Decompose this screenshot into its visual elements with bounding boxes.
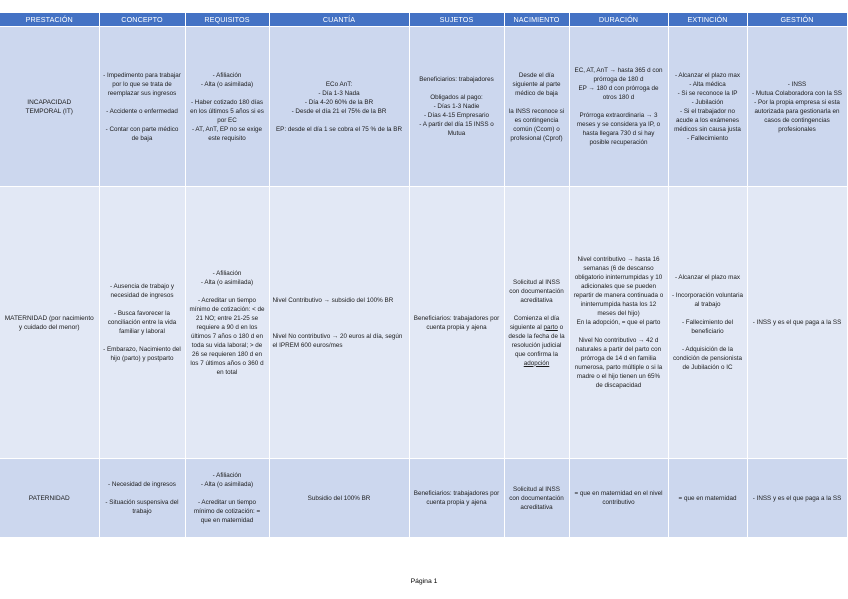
cell-requisitos: - Afiliación - Alta (o asimilada) - Haber cotizado 180 días en los últimos 5 años si es por EC - AT, AnT, EP no se exige este requisito (185, 27, 269, 187)
cell-gestion: - INSS y es el que paga a la SS (747, 459, 847, 538)
header-row (0, 13, 847, 27)
cell-nacimiento: Solicitud al INSS con documentación acreditativa (504, 459, 569, 538)
parto-link: parto (543, 323, 558, 331)
header-gestion: GESTIÓN (747, 13, 847, 27)
nacimiento-text-a: Solicitud al INSS con documentación acreditativa Comienza el día siguiente al (509, 278, 564, 331)
cell-cuantia: Subsidio del 100% BR (269, 459, 409, 538)
table-row (0, 459, 847, 538)
header-cuantia: CUANTÍA (269, 13, 409, 27)
table-row (0, 27, 847, 187)
cell-concepto: - Ausencia de trabajo y necesidad de ingresos - Busca favorecer la conciliación entre la vida familiar y laboral - Embarazo, Nacimiento del hijo (parto) y postparto (99, 187, 185, 459)
cell-concepto: - Impedimento para trabajar por lo que se trata de reemplazar sus ingresos - Accidente o enfermedad - Contar con parte médico de baja (99, 27, 185, 187)
header-nacimiento: NACIMIENTO (504, 13, 569, 27)
benefits-table (0, 13, 848, 537)
table-row (0, 187, 847, 459)
header-requisitos: REQUISITOS (185, 13, 269, 27)
header-sujetos: SUJETOS (409, 13, 504, 27)
cell-gestion: - INSS - Mutua Colaboradora con la SS - Por la propia empresa si esta autorizada para gestionarla en casos de contingencias profesionales (747, 27, 847, 187)
cell-sujetos: Beneficiarios: trabajadores por cuenta propia y ajena (409, 459, 504, 538)
cell-requisitos: - Afiliación - Alta (o asimilada) - Acreditar un tiempo mínimo de cotización: < de 21 NO; entre 21-25 se requiere a 90 d en los últimos 7 años o 180 d en toda su vida laboral; > de 26 se requieren 180 d en los 7 últimos años o 360 d en total (185, 187, 269, 459)
cell-cuantia: ECo AnT: - Día 1-3 Nada - Día 4-20 60% de la BR - Desde el día 21 el 75% de la BR EP: desde el día 1 se cobra el 75 % de la BR (269, 27, 409, 187)
cell-requisitos: - Afiliación - Alta (o asimilada) - Acreditar un tiempo mínimo de cotización: = que en maternidad (185, 459, 269, 538)
cell-gestion: - INSS y es el que paga a la SS (747, 187, 847, 459)
cell-nacimiento (504, 187, 569, 459)
header-prestacion: PRESTACIÓN (0, 13, 99, 27)
cell-cuantia: Nivel Contributivo → subsidio del 100% BR Nivel No contributivo → 20 euros al día, según el IPREM 600 euros/mes (269, 187, 409, 459)
cell-sujetos: Beneficiarios: trabajadores Obligados al pago: - Días 1-3 Nadie - Días 4-15 Empresario - A partir del día 15 INSS o Mutua (409, 27, 504, 187)
cell-duracion: = que en maternidad en el nivel contributivo (569, 459, 668, 538)
cell-nacimiento: Desde el día siguiente al parte médico de baja la INSS reconoce si es contingencia común (Ccom) o profesional (Cprof) (504, 27, 569, 187)
cell-extincion: = que en maternidad (668, 459, 747, 538)
cell-duracion: EC, AT, AnT → hasta 365 d con prórroga de 180 d EP → 180 d con prórroga de otros 180 d Prórroga extraordinaria → 3 meses y se considera ya IP, o hasta llegara 730 d si hay posible recuperación (569, 27, 668, 187)
cell-prestacion: PATERNIDAD (0, 459, 99, 538)
cell-extincion: - Alcanzar el plazo max - Incorporación voluntaria al trabajo - Fallecimiento del beneficiario - Adquisición de la condición de pensionista de Jubilación o IC (668, 187, 747, 459)
cell-prestacion: MATERNIDAD (por nacimiento y cuidado del menor) (0, 187, 99, 459)
cell-duracion: Nivel contributivo → hasta 16 semanas (6 de descanso obligatorio ininterrumpidas y 10 adicionales que se pueden repartir de manera continuada o ininterrumpida hasta los 12 meses del hijo) En la adopción, = que el parto Nivel No contributivo → 42 d naturales a partir del parto con prórroga de 14 d en familia numerosa, parto múltiple o si la madre o el hijo tienen un 65% de discapacidad (569, 187, 668, 459)
page-number: Página 1 (410, 578, 438, 585)
header-duracion: DURACIÓN (569, 13, 668, 27)
cell-concepto: - Necesidad de ingresos - Situación suspensiva del trabajo (99, 459, 185, 538)
header-extincion: EXTINCIÓN (668, 13, 747, 27)
cell-sujetos: Beneficiarios: trabajadores por cuenta propia y ajena (409, 187, 504, 459)
adopcion-link: adopción (523, 359, 550, 367)
nacimiento-text-b: o desde la fecha de la resolución judicial que confirma la (508, 323, 565, 358)
cell-extincion: - Alcanzar el plazo max - Alta médica - Si se reconoce la IP - Jubilación - Si el trabajador no acude a los exámenes médicos sin causa justa - Fallecimiento (668, 27, 747, 187)
header-concepto: CONCEPTO (99, 13, 185, 27)
cell-prestacion: INCAPACIDAD TEMPORAL (IT) (0, 27, 99, 187)
